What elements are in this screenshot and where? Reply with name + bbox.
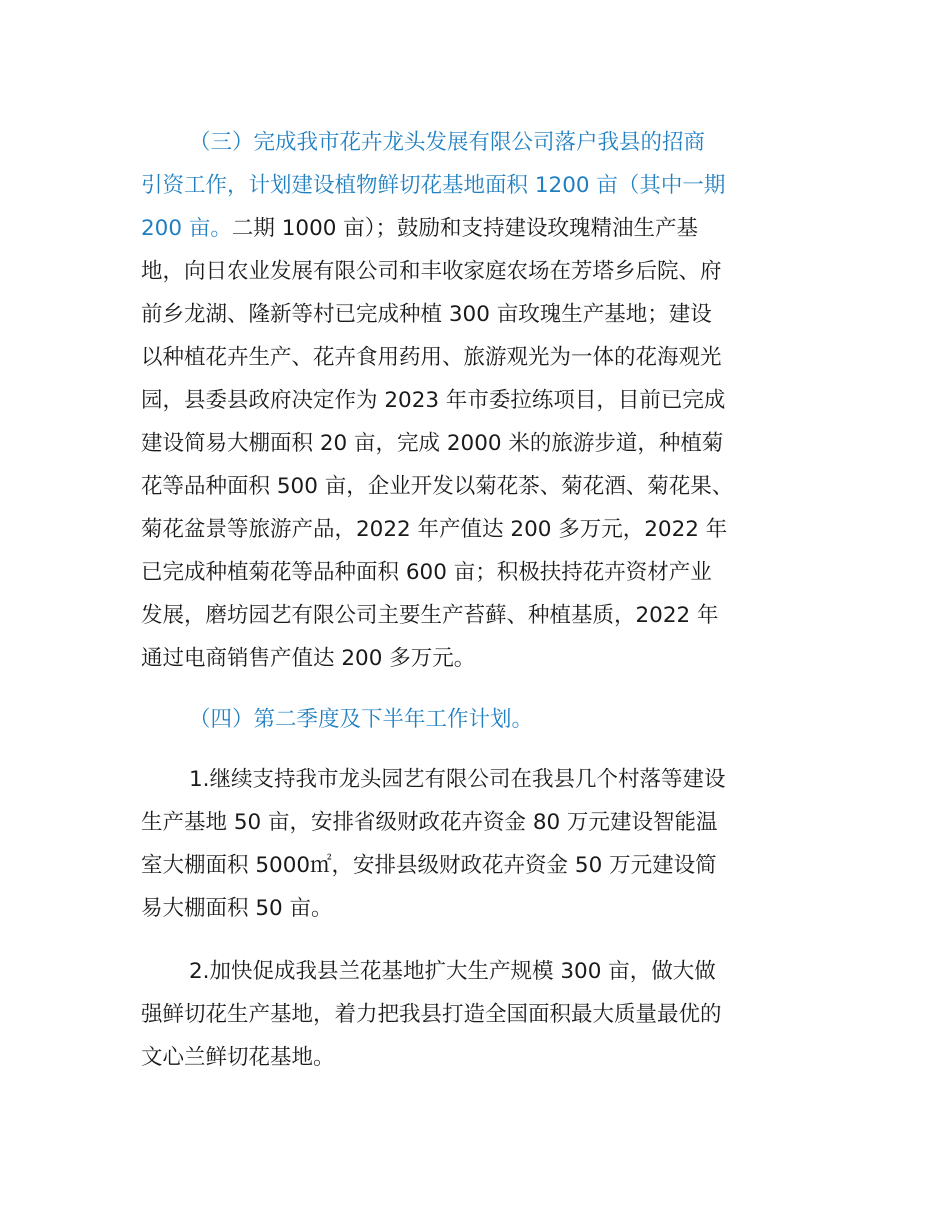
plan-item-2: [141, 950, 811, 1079]
section-3-line-3-rest: 二期 1000 亩）；鼓励和支持建设玫瑰精油生产基: [231, 216, 699, 241]
section-3-line-3: [141, 207, 811, 250]
section-3-paragraph: [141, 121, 811, 680]
plan-item-2-line-3: 文心兰鲜切花基地。: [141, 1045, 335, 1070]
plan-item-1: [141, 758, 811, 930]
plan-item-1-line-3: 室大棚面积 5000㎡，安排县级财政花卉资金 50 万元建设简: [141, 853, 717, 878]
section-3-line-13: 通过电商销售产值达 200 多万元。: [141, 646, 476, 671]
plan-item-1-line-2: 生产基地 50 亩，安排省级财政花卉资金 80 万元建设智能温: [141, 810, 718, 835]
section-3-line-8: 建设简易大棚面积 20 亩，完成 2000 米的旅游步道，种植菊: [141, 431, 724, 456]
section-3-line-10: 菊花盆景等旅游产品，2022 年产值达 200 多万元，2022 年: [141, 517, 728, 542]
section-3-line-7: 园，县委县政府决定作为 2023 年市委拉练项目，目前已完成: [141, 388, 726, 413]
section-3-line-1: （三）完成我市花卉龙头发展有限公司落户我县的招商: [189, 130, 706, 155]
section-3-line-6: 以种植花卉生产、花卉食用药用、旅游观光为一体的花海观光: [141, 345, 722, 370]
section-3-line-4: 地，向日农业发展有限公司和丰收家庭农场在芳塔乡后院、府: [141, 259, 722, 284]
section-3-line-9: 花等品种面积 500 亩，企业开发以菊花茶、菊花酒、菊花果、: [141, 474, 734, 499]
section-3-line-2: 引资工作，计划建设植物鲜切花基地面积 1200 亩（其中一期: [141, 173, 726, 198]
section-3-line-3-blue: 200 亩。: [141, 216, 232, 241]
section-3-line-5: 前乡龙湖、隆新等村已完成种植 300 亩玫瑰生产基地；建设: [141, 302, 712, 327]
plan-item-1-line-4: 易大棚面积 50 亩。: [141, 896, 333, 921]
section-3-line-12: 发展，磨坊园艺有限公司主要生产苔藓、种植基质，2022 年: [141, 603, 719, 628]
section-4-heading: （四）第二季度及下半年工作计划。: [189, 707, 534, 732]
section-4-heading-block: [141, 698, 811, 741]
plan-item-2-line-2: 强鲜切花生产基地，着力把我县打造全国面积最大质量最优的: [141, 1002, 722, 1027]
section-3-line-11: 已完成种植菊花等品种面积 600 亩；积极扶持花卉资材产业: [141, 560, 712, 585]
plan-item-1-line-1: 1.继续支持我市龙头园艺有限公司在我县几个村落等建设: [189, 767, 726, 792]
plan-item-2-line-1: 2.加快促成我县兰花基地扩大生产规模 300 亩，做大做: [189, 959, 716, 984]
